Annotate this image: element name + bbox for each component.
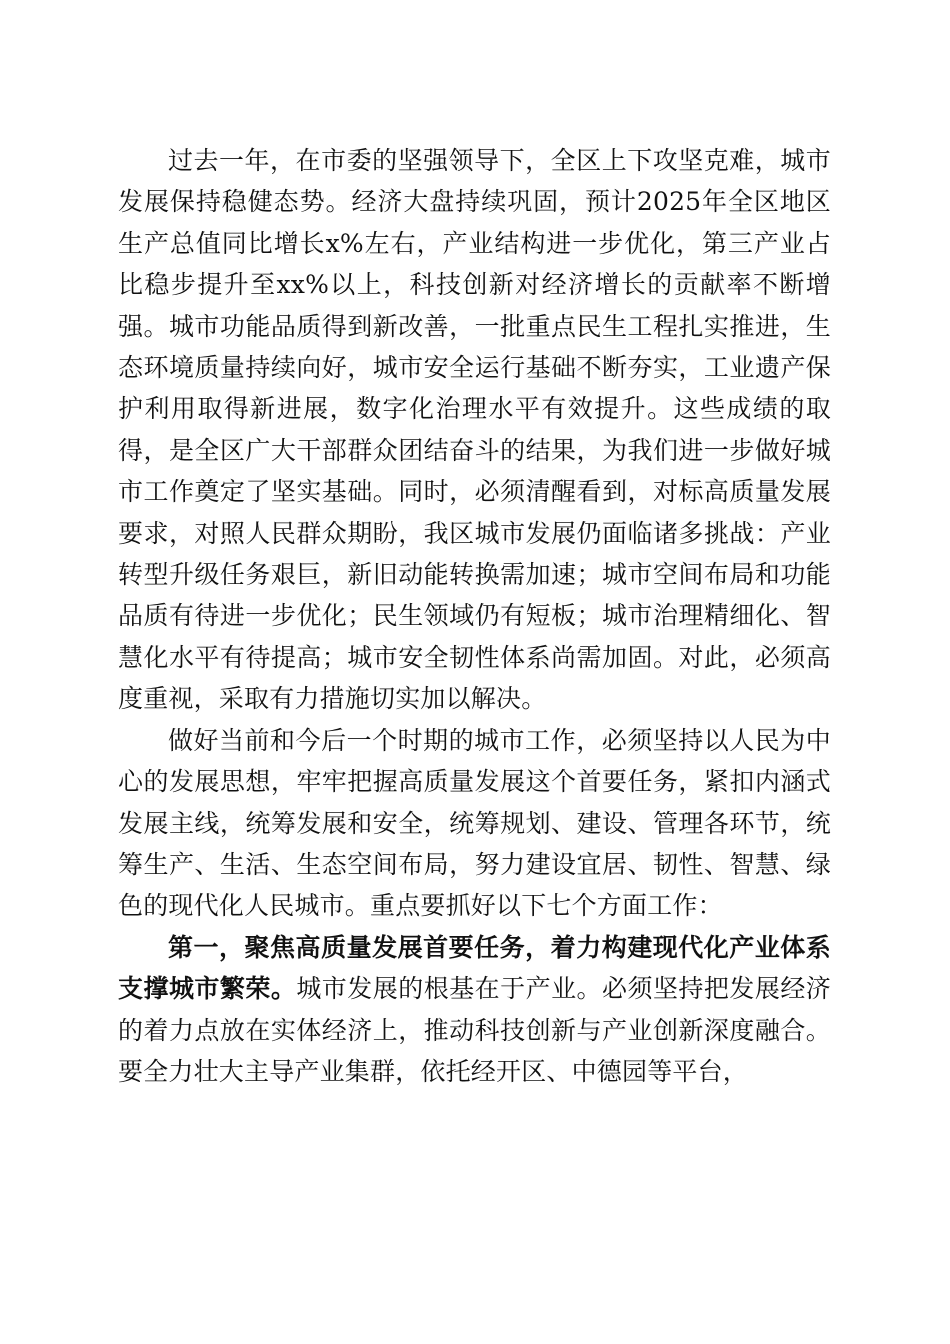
paragraph-principles [118, 720, 831, 927]
paragraph-review [118, 140, 831, 720]
paragraph-text: 城市发展的根基在于产业。必须坚持把发展经济的着力点放在实体经济上，推动科技创新与产业创新深度融合。要全力壮大主导产业集群，依托经开区、中德园等平台， [118, 974, 832, 1086]
paragraph-text: 过去一年，在市委的坚强领导下，全区上下攻坚克难，城市发展保持稳健态势。经济大盘持续巩固，预计2025年全区地区生产总值同比增长x%左右，产业结构进一步优化，第三产业占比稳步提升至xx%以上，科技创新对经济增长的贡献率不断增强。城市功能品质得到新改善，一批重点民生工程扎实推进，生态环境质量持续向好，城市安全运行基础不断夯实，工业遗产保护利用取得新进展，数字化治理水平有效提升。这些成绩的取得，是全区广大干部群众团结奋斗的结果，为我们进一步做好城市工作奠定了坚实基础。同时，必须清醒看到，对标高质量发展要求，对照人民群众期盼，我区城市发展仍面临诸多挑战：产业转型升级任务艰巨，新旧动能转换需加速；城市空间布局和功能品质有待进一步优化；民生领域仍有短板；城市治理精细化、智慧化水平有待提高；城市安全韧性体系尚需加固。对此，必须高度重视，采取有力措施切实加以解决。 [118, 146, 831, 714]
document-body [118, 140, 831, 1092]
paragraph-task-one [118, 927, 831, 1093]
paragraph-text: 做好当前和今后一个时期的城市工作，必须坚持以人民为中心的发展思想，牢牢把握高质量发展这个首要任务，紧扣内涵式发展主线，统筹发展和安全，统筹规划、建设、管理各环节，统筹生产、生活、生态空间布局，努力建设宜居、韧性、智慧、绿色的现代化人民城市。重点要抓好以下七个方面工作： [118, 725, 831, 921]
paragraph-lead-heading: 第一，聚焦高质量发展首要任务，着力构建现代化产业体系支撑城市繁荣。 [118, 932, 831, 1004]
